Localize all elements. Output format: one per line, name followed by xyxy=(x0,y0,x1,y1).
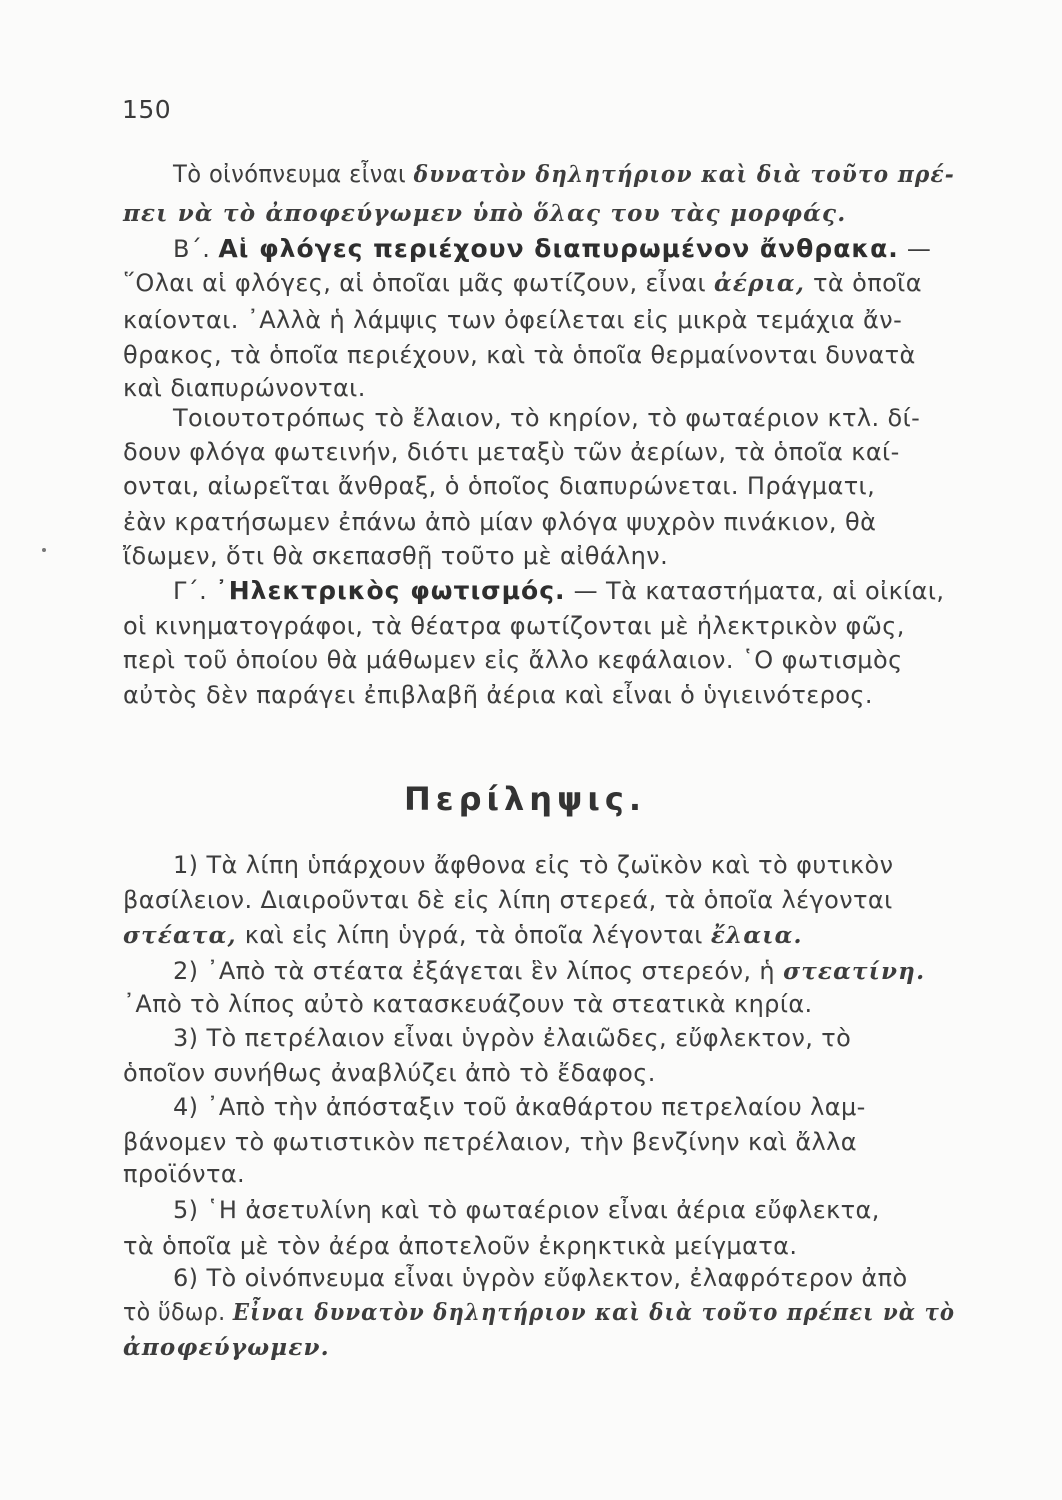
section-c-line-4: αὐτὸς δὲν παράγει ἐπιβλαβῆ ἀέρια καὶ εἶναι ὁ ὑγιεινότερος. xyxy=(123,681,873,709)
summary-emphasis: Εἶναι δυνατὸν δηλητήριον καὶ διὰ τοῦτο πρέπει νὰ τὸ xyxy=(232,1299,956,1326)
section-b-emphasis: ἀέρια, xyxy=(714,270,806,297)
summary-6-line-1: 6) Τὸ οἰνόπνευμα εἶναι ὑγρὸν εὔφλεκτον, ἐλαφρότερον ἀπὸ xyxy=(173,1264,908,1292)
summary-emphasis: ἔλαια. xyxy=(710,922,803,949)
summary-3-line-2: ὁποῖον συνήθως ἀναβλύζει ἀπὸ τὸ ἔδαφος. xyxy=(123,1059,656,1087)
section-b-line-3: καίονται. ᾿Αλλὰ ἡ λάμψις των ὀφείλεται εἰς μικρὰ τεμάχια ἄν- xyxy=(123,306,903,334)
section-b-line-2 xyxy=(123,269,922,297)
summary-4-line-2: βάνομεν τὸ φωτιστικὸν πετρέλαιον, τὴν βενζίνην καὶ ἄλλα xyxy=(123,1128,857,1156)
section-c-text: — Τὰ καταστήματα, αἱ οἰκίαι, xyxy=(565,577,945,605)
summary-emphasis: στεατίνη. xyxy=(783,958,926,985)
section-b-heading: Αἱ φλόγες περιέχουν διαπυρωμένον ἄνθρακα. xyxy=(218,234,899,263)
section-b-dash: — xyxy=(898,235,932,263)
intro-emphasis: δυνατὸν δηλητήριον καὶ διὰ τοῦτο πρέ- xyxy=(413,161,955,188)
intro-text: Τὸ οἰνόπνευμα εἶναι xyxy=(173,160,414,188)
oils-line-2: δουν φλόγα φωτεινήν, διότι μεταξὺ τῶν ἀερίων, τὰ ὁποῖα καί- xyxy=(123,438,900,466)
summary-emphasis: στέατα, xyxy=(123,922,237,949)
section-b-label: Β΄. xyxy=(173,235,219,263)
print-speck xyxy=(42,548,46,552)
section-b-line-4: θρακος, τὰ ὁποῖα περιέχουν, καὶ τὰ ὁποῖα θερμαίνονται δυνατὰ xyxy=(123,341,916,369)
page-number: 150 xyxy=(122,95,172,124)
summary-4-line-3: προϊόντα. xyxy=(123,1160,246,1188)
oils-line-3: ονται, αἰωρεῖται ἄνθραξ, ὁ ὁποῖος διαπυρώνεται. Πράγματι, xyxy=(123,472,876,500)
summary-4-line-1: 4) ᾿Απὸ τὴν ἀπόσταξιν τοῦ ἀκαθάρτου πετρελαίου λαμ- xyxy=(173,1093,866,1121)
summary-6-line-3 xyxy=(123,1333,330,1361)
section-b-line-5: καὶ διαπυρώνονται. xyxy=(123,374,366,402)
section-c-line-2: οἱ κινηματογράφοι, τὰ θέατρα φωτίζονται μὲ ἠλεκτρικὸν φῶς, xyxy=(123,612,905,640)
section-b-text: ῞Ολαι αἱ φλόγες, αἱ ὁποῖαι μᾶς φωτίζουν, εἶναι xyxy=(123,269,715,297)
summary-5-line-2: τὰ ὁποῖα μὲ τὸν ἀέρα ἀποτελοῦν ἐκρηκτικὰ μείγματα. xyxy=(123,1232,798,1260)
summary-6-line-2 xyxy=(123,1298,955,1326)
intro-line-2 xyxy=(123,199,846,227)
section-c-line-3: περὶ τοῦ ὁποίου θὰ μάθωμεν εἰς ἄλλο κεφάλαιον. ῾Ο φωτισμὸς xyxy=(123,646,903,674)
oils-line-4: ἐὰν κρατήσωμεν ἐπάνω ἀπὸ μίαν φλόγα ψυχρὸν πινάκιον, θὰ xyxy=(123,508,877,536)
intro-emphasis: πει νὰ τὸ ἀποφεύγωμεν ὑπὸ ὅλας του τὰς μορφάς. xyxy=(123,200,847,227)
summary-2-line-2: ᾿Απὸ τὸ λίπος αὐτὸ κατασκευάζουν τὰ στεατικὰ κηρία. xyxy=(123,990,813,1018)
section-c-label: Γ΄. xyxy=(173,577,216,605)
summary-text: καὶ εἰς λίπη ὑγρά, τὰ ὁποῖα λέγονται xyxy=(236,921,711,949)
summary-1-line-1: 1) Τὰ λίπη ὑπάρχουν ἄφθονα εἰς τὸ ζωϊκὸν καὶ τὸ φυτικὸν xyxy=(173,851,894,879)
summary-1-line-3 xyxy=(123,921,803,949)
intro-line-1 xyxy=(173,160,955,188)
summary-text: τὸ ὕδωρ. xyxy=(123,1298,233,1326)
summary-3-line-1: 3) Τὸ πετρέλαιον εἶναι ὑγρὸν ἐλαιῶδες, εὔφλεκτον, τὸ xyxy=(173,1024,852,1052)
summary-5-line-1: 5) ῾Η ἀσετυλίνη καὶ τὸ φωταέριον εἶναι ἀέρια εὔφλεκτα, xyxy=(173,1196,880,1224)
summary-2-line-1 xyxy=(173,957,925,985)
summary-emphasis: ἀποφεύγωμεν. xyxy=(123,1334,330,1361)
section-c-heading: ᾿Ηλεκτρικὸς φωτισμός. xyxy=(215,576,566,605)
oils-line-1: Τοιουτοτρόπως τὸ ἔλαιον, τὸ κηρίον, τὸ φωταέριον κτλ. δί- xyxy=(173,404,921,432)
section-c-heading-line xyxy=(173,576,944,605)
section-b-heading-line xyxy=(173,234,931,263)
summary-text: 2) ᾿Απὸ τὰ στέατα ἐξάγεται ἓν λίπος στερεόν, ἡ xyxy=(173,957,784,985)
summary-1-line-2: βασίλειον. Διαιροῦνται δὲ εἰς λίπη στερεά, τὰ ὁποῖα λέγονται xyxy=(123,886,893,914)
summary-title: Περίληψις. xyxy=(404,780,646,818)
oils-line-5: ἴδωμεν, ὅτι θὰ σκεπασθῇ τοῦτο μὲ αἰθάλην. xyxy=(123,542,669,570)
section-b-text: τὰ ὁποῖα xyxy=(805,269,922,297)
